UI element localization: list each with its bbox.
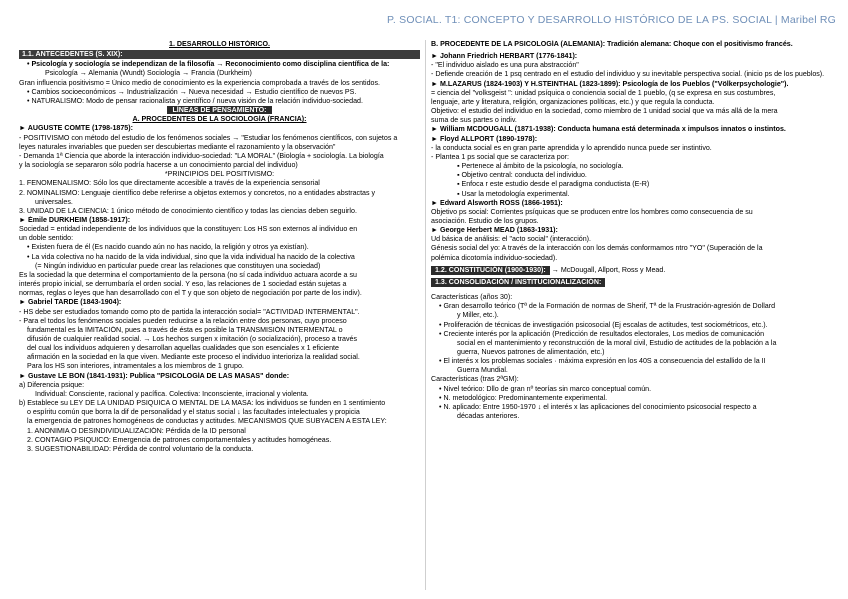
text-line: • Psicología y sociología se independizan de la filosofía → Reconocimiento como disciplina científica de la: <box>27 60 390 69</box>
text-line: - "El individuo aislado es una pura abstracción" <box>431 61 579 70</box>
constitucion-heading: 1.2. CONSTITUCIÓN (1900-1930): → McDougall, Allport, Ross y Mead. <box>431 266 828 275</box>
text-line: Individual: Consciente, racional y pacífica. Colectiva: Inconsciente, irracional y violenta. <box>35 389 309 398</box>
text-line: a) Diferencia psique: <box>19 380 85 389</box>
author-herbart: ► Johann Friedrich HERBART (1776-1841): <box>431 52 578 61</box>
text-line: y la sociología se separaron sólo podría hacerse a un conocimiento parcial del individuo) <box>19 161 298 170</box>
text-line: del cual los individuos adquieren y desarrollan aquellas cualidades que son esenciales x 1 eficiente <box>27 344 339 353</box>
mechanism-item: 1. ANONIMIA O DESINDIVIDUALIZACIÓN: Pérdida de la ID personal <box>27 426 246 435</box>
text-line: normas, reglas o leyes que han desarrollado con el T y que son objeto de negociación por parte de los indiv). <box>19 289 362 298</box>
bullet-item: • N. aplicado: Entre 1950-1970 ↓ el interés x las aplicaciones del conocimiento psicosocial respecto a <box>439 402 757 411</box>
text-line: - Plantea 1 ps social que se caracteriza por: <box>431 152 570 161</box>
bullet-item: • El interés x los problemas sociales · máxima expresión en los 40S a consecuencia del estallido de la II <box>439 357 766 366</box>
lineas-heading: LÍNEAS DE PENSAMIENTO: <box>19 106 420 115</box>
bullet-item: ▪ Pertenece al ámbito de la psicología, no sociología. <box>457 162 624 171</box>
bullet-item: • N. metodológico: Predominantemente experimental. <box>439 393 608 402</box>
bullet-item-cont: Guerra Mundial. <box>457 366 508 375</box>
text-line: suma de sus partes o indiv. <box>431 116 517 125</box>
mechanism-item: 2. CONTAGIO PSIQUICO: Emergencia de patrones comportamentales y actitudes homogéneas. <box>27 435 332 444</box>
bullet-item: • Nivel teórico: Dllo de gran nº teorías sin marco conceptual común. <box>439 384 652 393</box>
author-comte: ► AUGUSTE COMTE (1798-1875): <box>19 124 133 133</box>
author-mcdougall: ► William MCDOUGALL (1871-1938): Conducta humana está determinada x impulsos innatos o instintos. <box>431 125 786 134</box>
text-line: Objetivo ps social: Corrientes psíquicas que se producen entre los hombres como consecuencia de su <box>431 207 753 216</box>
text-line: afirmación en la sociedad en la que viven. Mediante este proceso el individuo interioriza la realidad social. <box>27 353 360 362</box>
text-line: difusión de cualquier realidad social. → Los hechos surgen x imitación (o socialización), proceso a través <box>27 335 358 343</box>
text-line: Para los HS son interiores, intramentales a los miembros de 1 grupo. <box>27 362 244 371</box>
section-title: 1. DESARROLLO HISTÓRICO. <box>169 40 270 48</box>
bullet-item: • Proliferación de técnicas de investigación psicosocial (Ej escalas de actitudes, test sociométricos, etc.). <box>439 320 768 329</box>
author-allport: ► Floyd ALLPORT (1890-1978): <box>431 134 538 143</box>
principle-item: 2. NOMINALISMO: Lenguaje científico debe referirse a objetos externos y concretos, no a entidades abstractas y <box>19 188 376 197</box>
text-line: Psicología → Alemania (Wundt) Sociología → Francia (Durkheim) <box>45 69 252 78</box>
author-mead: ► George Herbert MEAD (1863-1931): <box>431 226 558 235</box>
text-line: b) Establece su LEY DE LA UNIDAD PSIQUICA O MENTAL DE LA MASA: los individuos se funden en 1 sentimiento <box>19 399 386 408</box>
document-header: P. SOCIAL. T1: CONCEPTO Y DESARROLLO HISTÓRICO DE LA PS. SOCIAL | Maribel RG <box>387 14 836 26</box>
bullet-item-cont: guerra, Nuevos patrones de alimentación, etc.) <box>457 348 605 356</box>
text-line: - HS debe ser estudiados tomando como pto de partida la interacción social= "ACTIVIDAD INTERMENTAL". <box>19 307 360 316</box>
text-line: Objetivo: el estudio del individuo en la sociedad, como miembro de 1 unidad social que va más allá de la mera <box>431 107 778 116</box>
consolidacion-heading: 1.3. CONSOLIDACIÓN / INSTITUCIONALIZACIÓN: <box>431 278 828 287</box>
text-line: fundamental es la IMITACIÓN, pues a través de ésta es posible la TRANSMISIÓN INTERMENTAL o <box>27 325 343 334</box>
text-line: o espíritu común que borra la dif de personalidad y el status social ↓ las facultades intelectuales y propicia <box>27 408 360 417</box>
mechanism-item: 3. SUGESTIONABILIDAD: Pérdida de control voluntario de la conducta. <box>27 444 254 453</box>
text-line: Características (tras 2ªGM): <box>431 375 519 384</box>
text-line: la emergencia de patrones homogéneos de conductas y actitudes. MECANISMOS QUE SUBYACEN A ESTA LEY: <box>27 417 387 426</box>
text-line: - Defiende creación de 1 psq centrado en el estudio del individuo y su inevitable perspectiva social. (inicio ps de los pueblos). <box>431 70 825 79</box>
text-line: Es la sociedad la que determina el comportamiento de la persona (no sí cada individuo actuara acorde a su <box>19 270 357 279</box>
text-line: - Para el todos los fenómenos sociales pueden reducirse a la relación entre dos personas, cuyo proceso <box>19 316 347 325</box>
text-line: (= Ningún individuo en particular puede crear las relaciones que constituyen una sociedad) <box>35 261 321 270</box>
text-line: interés propio inicial, se derrumbaría el orden social. Y eso, las relaciones de 1 sociedad están sujetas a <box>19 280 347 289</box>
principle-item: 1. FENOMENALISMO: Sólo los que directamente accesible a través de la experiencia sensorial <box>19 179 320 188</box>
text-line: leyes naturales invariables que pueden ser descubiertas mediante el razonamiento y la observación" <box>19 142 336 151</box>
left-column <box>19 40 420 454</box>
subsection-b-title: B. PROCEDENTE DE LA PSICOLOGÍA (ALEMANIA): Tradición alemana: Choque con el positivismo francés. <box>431 40 793 48</box>
text-line: Sociedad = entidad independiente de los individuos que la constituyen: Los HS son externos al individuo en <box>19 225 358 234</box>
principle-item-cont: universales. <box>35 197 73 206</box>
text-line: • NATURALISMO: Modo de pensar racionalista y científico / nueva visión de la relación individuo-sociedad. <box>27 96 363 105</box>
author-durkheim: ► Émile DURKHEIM (1858-1917): <box>19 215 131 224</box>
text-line: polémica dicotomía individuo-sociedad). <box>431 253 558 262</box>
bullet-item: • Existen fuera de él (Es nacido cuando aún no has nacido, la religión y otros ya existían). <box>27 243 309 252</box>
bullet-item: ▪ Objetivo central: conducta del individuo. <box>457 171 587 180</box>
bullet-item-cont: social en el mantenimiento y reconstrucción de la moral civil, Estudio de actitudes de la población a la <box>457 338 777 347</box>
column-divider <box>425 40 426 590</box>
text-line: = ciencia del "volksgeist ": unidad psíquica o conciencia social de 1 pueblo, (q se expresa en sus costumbres, <box>431 88 776 97</box>
bullet-item: • Gran desarrollo teórico (Tª de la Formación de normas de Sherif, Tª de la Frustración-agresión de Dollard <box>439 302 776 311</box>
author-tarde: ► Gabriel TARDE (1843-1904): <box>19 298 122 307</box>
author-lazarus: ► M.LAZARUS (1824-1903) Y H.STEINTHAL (1823-1899): Psicología de los Pueblos ("Völkerpsychologie"). <box>431 79 789 88</box>
bullet-item-cont: décadas anteriores. <box>457 412 520 421</box>
bullet-item: ▪ Usar la metodología experimental. <box>457 189 570 198</box>
text-line: - la conducta social es en gran parte aprendida y lo aprendido nunca puede ser instintivo. <box>431 143 712 152</box>
bullet-item-cont: y Miller, etc.). <box>457 311 499 320</box>
author-lebon: ► Gustave LE BON (1841-1931): Publica "PSICOLOGÍA DE LAS MASAS" donde: <box>19 371 290 380</box>
text-line: lenguaje, arte y literatura, religión, organizaciones políticas, etc.) y que regula la conducta. <box>431 97 715 106</box>
author-ross: ► Edward Alsworth ROSS (1866-1951): <box>431 198 563 207</box>
text-line: Génesis social del yo: A través de la interacción con los demás conformamos ntro "YO" (Superación de la <box>431 244 763 253</box>
bullet-item: • La vida colectiva no ha nacido de la vida individual, sino que la vida individual ha nacido de la colectiva <box>27 252 355 261</box>
text-line: asociación. Estudio de los grupos. <box>431 216 539 225</box>
antecedentes-heading: 1.1. ANTECEDENTES (S. XIX): <box>19 50 420 59</box>
text-line: • Cambios socioeconómicos → Industrialización → Nueva necesidad → Estudio científico de nuevos PS. <box>27 87 357 96</box>
text-line: Gran influencia positivismo = Único medio de conocimiento es la experiencia comprobada a través de los sentidos. <box>19 78 380 87</box>
principios-heading: *PRINCIPIOS DEL POSITIVISMO: <box>164 170 275 179</box>
subsection-a-title: A. PROCEDENTES DE LA SOCIOLOGÍA (FRANCIA): <box>132 115 307 124</box>
text-line: Ud básica de análisis: el "acto social" (interacción). <box>431 235 591 244</box>
text-line: - Demanda 1ª Ciencia que aborde la interacción individuo-sociedad: "LA MORAL" (Biología + sociología. La biología <box>19 151 384 160</box>
right-column <box>431 40 828 421</box>
bullet-item: ▪ Enfoca r este estudio desde el paradigma conductista (E-R) <box>457 180 650 189</box>
text-line: - POSITIVISMO con método del estudio de los fenómenos sociales → "Estudiar los fenómenos científicos, con sujetos a <box>19 133 398 142</box>
bullet-item: • Creciente interés por la aplicación (Predicción de resultados electorales, Los medios de comunicación <box>439 329 765 338</box>
principle-item: 3. UNIDAD DE LA CIENCIA: 1 único método de conocimiento científico y todas las ciencias deben seguirlo. <box>19 206 357 215</box>
text-line: un doble sentido: <box>19 234 74 243</box>
text-line: Características (años 30): <box>431 293 513 302</box>
